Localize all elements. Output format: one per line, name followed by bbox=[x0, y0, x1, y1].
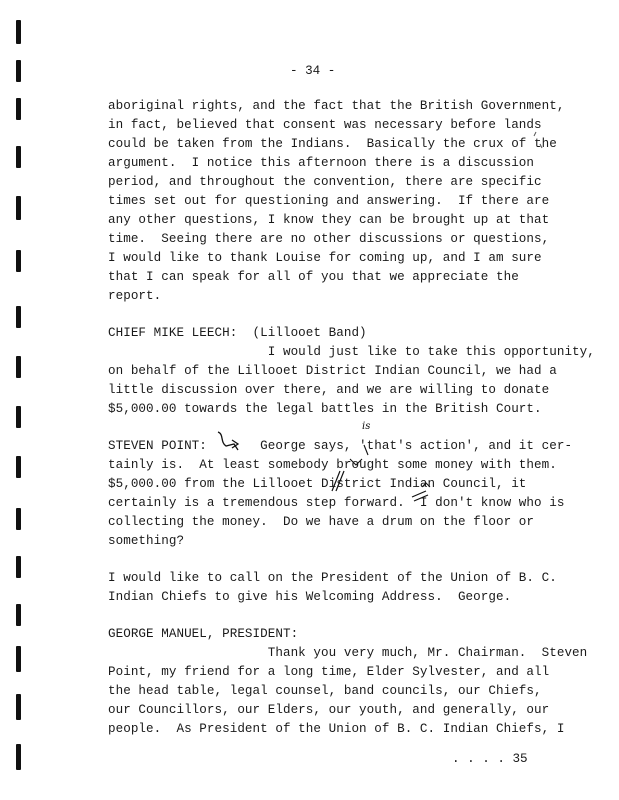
handwritten-strike-mark bbox=[310, 443, 440, 513]
text-line: $5,000.00 towards the legal battles in the British Court. bbox=[108, 402, 542, 416]
text-line: something? bbox=[108, 534, 185, 548]
text-line: Indian Chiefs to give his Welcoming Address. George. bbox=[108, 590, 512, 604]
text-line: in fact, believed that consent was necessary before lands bbox=[108, 118, 542, 132]
continuation-marker: . . . . 35 bbox=[452, 752, 528, 766]
margin-tick-mark bbox=[532, 130, 546, 150]
text-line: $5,000.00 from the Lillooet District Indian Council, it bbox=[108, 477, 527, 491]
binder-mark bbox=[16, 744, 21, 770]
binder-mark bbox=[16, 508, 21, 530]
handwritten-arrow-mark bbox=[214, 428, 244, 454]
binder-mark bbox=[16, 406, 21, 428]
binder-mark bbox=[16, 604, 21, 626]
binder-mark bbox=[16, 556, 21, 578]
speaker-heading: GEORGE MANUEL, PRESIDENT: bbox=[108, 627, 299, 641]
handwritten-insertion: is bbox=[362, 421, 371, 432]
text-line: report. bbox=[108, 289, 162, 303]
text-line: people. As President of the Union of B. C. Indian Chiefs, I bbox=[108, 722, 565, 736]
speaker-heading: CHIEF MIKE LEECH: (Lillooet Band) bbox=[108, 326, 367, 340]
binder-mark bbox=[16, 60, 21, 82]
text-line: times set out for questioning and answering. If there are bbox=[108, 194, 550, 208]
binder-mark bbox=[16, 694, 21, 720]
text-line: our Councillors, our Elders, our youth, and generally, our bbox=[108, 703, 550, 717]
binder-mark bbox=[16, 646, 21, 672]
text-line: the head table, legal counsel, band councils, our Chiefs, bbox=[108, 684, 542, 698]
text-line: Thank you very much, Mr. Chairman. Steven bbox=[108, 646, 588, 660]
binder-mark bbox=[16, 306, 21, 328]
text-line: tainly is. At least somebody brought some money with them. bbox=[108, 458, 557, 472]
text-line: aboriginal rights, and the fact that the British Government, bbox=[108, 99, 565, 113]
binder-mark bbox=[16, 146, 21, 168]
binder-mark bbox=[16, 196, 21, 220]
text-line: I would like to thank Louise for coming up, and I am sure bbox=[108, 251, 542, 265]
text-line: Point, my friend for a long time, Elder Sylvester, and all bbox=[108, 665, 550, 679]
binder-mark bbox=[16, 456, 21, 478]
speaker-line: STEVEN POINT: George says, 'that's action', and it cer- bbox=[108, 439, 573, 453]
text-line: on behalf of the Lillooet District Indian Council, we had a bbox=[108, 364, 557, 378]
text-line: I would like to call on the President of the Union of B. C. bbox=[108, 571, 557, 585]
text-line: time. Seeing there are no other discussions or questions, bbox=[108, 232, 550, 246]
text-line: could be taken from the Indians. Basically the crux of the bbox=[108, 137, 557, 151]
text-line: period, and throughout the convention, there are specific bbox=[108, 175, 542, 189]
binder-mark bbox=[16, 98, 21, 120]
text-line: any other questions, I know they can be brought up at that bbox=[108, 213, 550, 227]
text-line: that I can speak for all of you that we appreciate the bbox=[108, 270, 519, 284]
page-number: - 34 - bbox=[290, 64, 336, 78]
binder-mark bbox=[16, 356, 21, 378]
text-line: certainly is a tremendous step forward. I don't know who is bbox=[108, 496, 565, 510]
text-line: I would just like to take this opportunity, bbox=[108, 345, 595, 359]
text-line: little discussion over there, and we are willing to donate bbox=[108, 383, 550, 397]
binder-mark bbox=[16, 20, 21, 44]
binder-mark bbox=[16, 250, 21, 272]
text-line: argument. I notice this afternoon there is a discussion bbox=[108, 156, 535, 170]
text-line: collecting the money. Do we have a drum on the floor or bbox=[108, 515, 535, 529]
